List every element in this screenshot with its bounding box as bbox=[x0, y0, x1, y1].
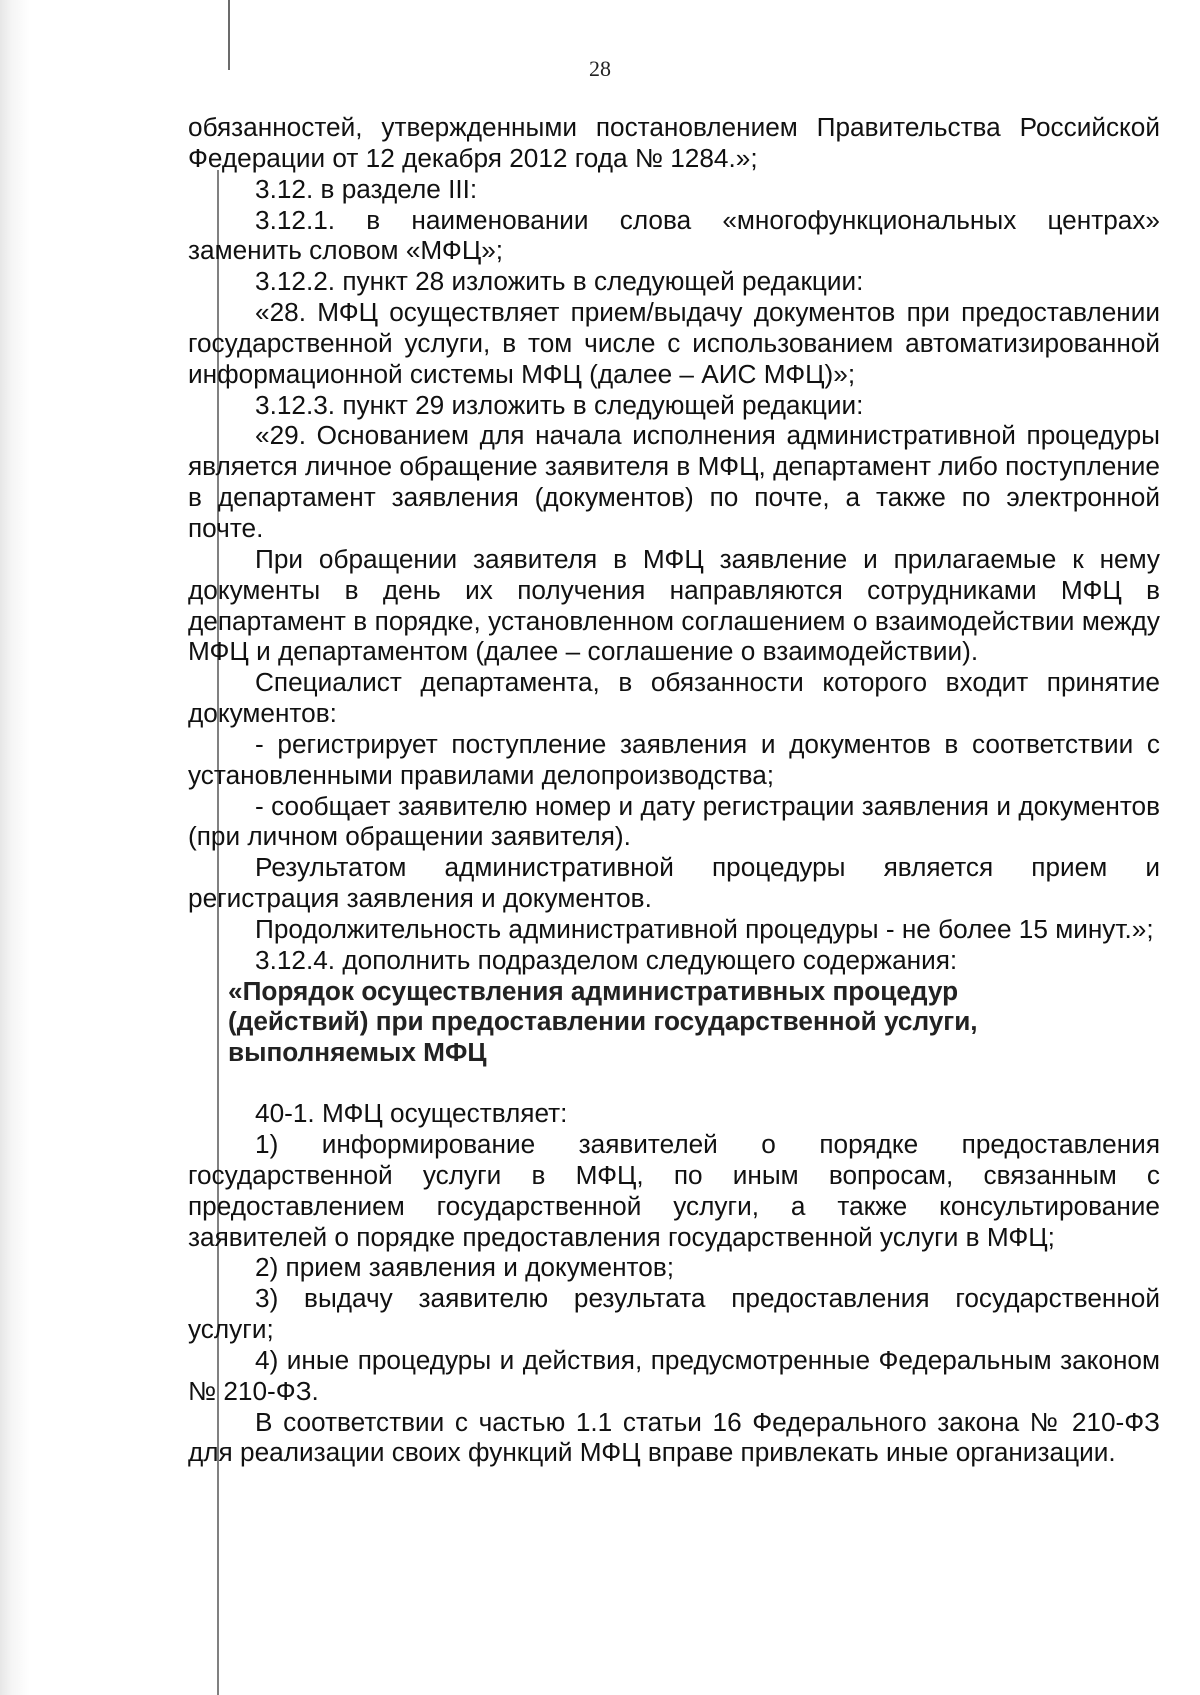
list-item-4: 4) иные процедуры и действия, предусмотренные Федеральным законом № 210-ФЗ. bbox=[188, 1344, 1160, 1406]
paragraph-item-3-12-1: 3.12.1. в наименовании слова «многофункциональных центрах» заменить словом «МФЦ»; bbox=[188, 204, 1160, 266]
document-body bbox=[188, 112, 1160, 1468]
paragraph-mfc-transfer: При обращении заявителя в МФЦ заявление и прилагаемые к нему документы в день их получения направляются сотрудниками МФЦ в департамент в порядке, установленном соглашением о взаимодействии между МФЦ и департаментом (далее – соглашение о взаимодействии). bbox=[188, 543, 1160, 667]
subsection-heading-line-2: (действий) при предоставлении государственной услуги, bbox=[228, 1006, 978, 1037]
paragraph-final: В соответствии с частью 1.1 статьи 16 Федерального закона № 210-ФЗ для реализации своих функций МФЦ вправе привлекать иные организации. bbox=[188, 1406, 1160, 1468]
paragraph-item-3-12: 3.12. в разделе III: bbox=[255, 173, 478, 204]
paragraph-duration: Продолжительность административной процедуры - не более 15 минут.»; bbox=[255, 913, 1154, 944]
paragraph-result: Результатом административной процедуры является прием и регистрация заявления и документов. bbox=[188, 852, 1160, 914]
subsection-heading-line-1: «Порядок осуществления административных процедур bbox=[228, 975, 959, 1006]
paragraph-point-28: «28. МФЦ осуществляет прием/выдачу документов при предоставлении государственной услуги, в том числе с использованием автоматизированной информационной системы МФЦ (далее – АИС МФЦ)»; bbox=[188, 297, 1160, 389]
scan-edge-shadow bbox=[0, 0, 30, 1695]
heading-spacer bbox=[188, 1068, 1160, 1098]
paragraph-item-3-12-2: 3.12.2. пункт 28 изложить в следующей редакции: bbox=[255, 266, 864, 297]
paragraph-item-3-12-4: 3.12.4. дополнить подразделом следующего содержания: bbox=[255, 944, 958, 975]
list-item-1: 1) информирование заявителей о порядке предоставления государственной услуги в МФЦ, по иным вопросам, связанным с предоставлением государственной услуги, а также консультирование заявителей о порядке предоставления государственной услуги в МФЦ; bbox=[188, 1129, 1160, 1252]
page-number: 28 bbox=[589, 56, 611, 81]
list-item-3: 3) выдачу заявителю результата предоставления государственной услуги; bbox=[188, 1283, 1160, 1345]
paragraph-40-1: 40-1. МФЦ осуществляет: bbox=[255, 1098, 568, 1129]
paragraph-item-3-12-3: 3.12.3. пункт 29 изложить в следующей редакции: bbox=[255, 389, 864, 420]
paragraph-specialist: Специалист департамента, в обязанности которого входит принятие документов: bbox=[188, 667, 1160, 729]
list-item-2: 2) прием заявления и документов; bbox=[255, 1252, 675, 1283]
paragraph-continuation: обязанностей, утвержденными постановлением Правительства Российской Федерации от 12 декабря 2012 года № 1284.»; bbox=[188, 112, 1160, 173]
subsection-heading-line-3: выполняемых МФЦ bbox=[228, 1037, 487, 1068]
paragraph-point-29: «29. Основанием для начала исполнения административной процедуры является личное обращение заявителя в МФЦ, департамент либо поступление в департамент заявления (документов) по почте, а также по электронной почте. bbox=[188, 420, 1160, 543]
paragraph-informs: - сообщает заявителю номер и дату регистрации заявления и документов (при личном обращении заявителя). bbox=[188, 790, 1160, 852]
paragraph-registers: - регистрирует поступление заявления и документов в соответствии с установленными правилами делопроизводства; bbox=[188, 728, 1160, 790]
